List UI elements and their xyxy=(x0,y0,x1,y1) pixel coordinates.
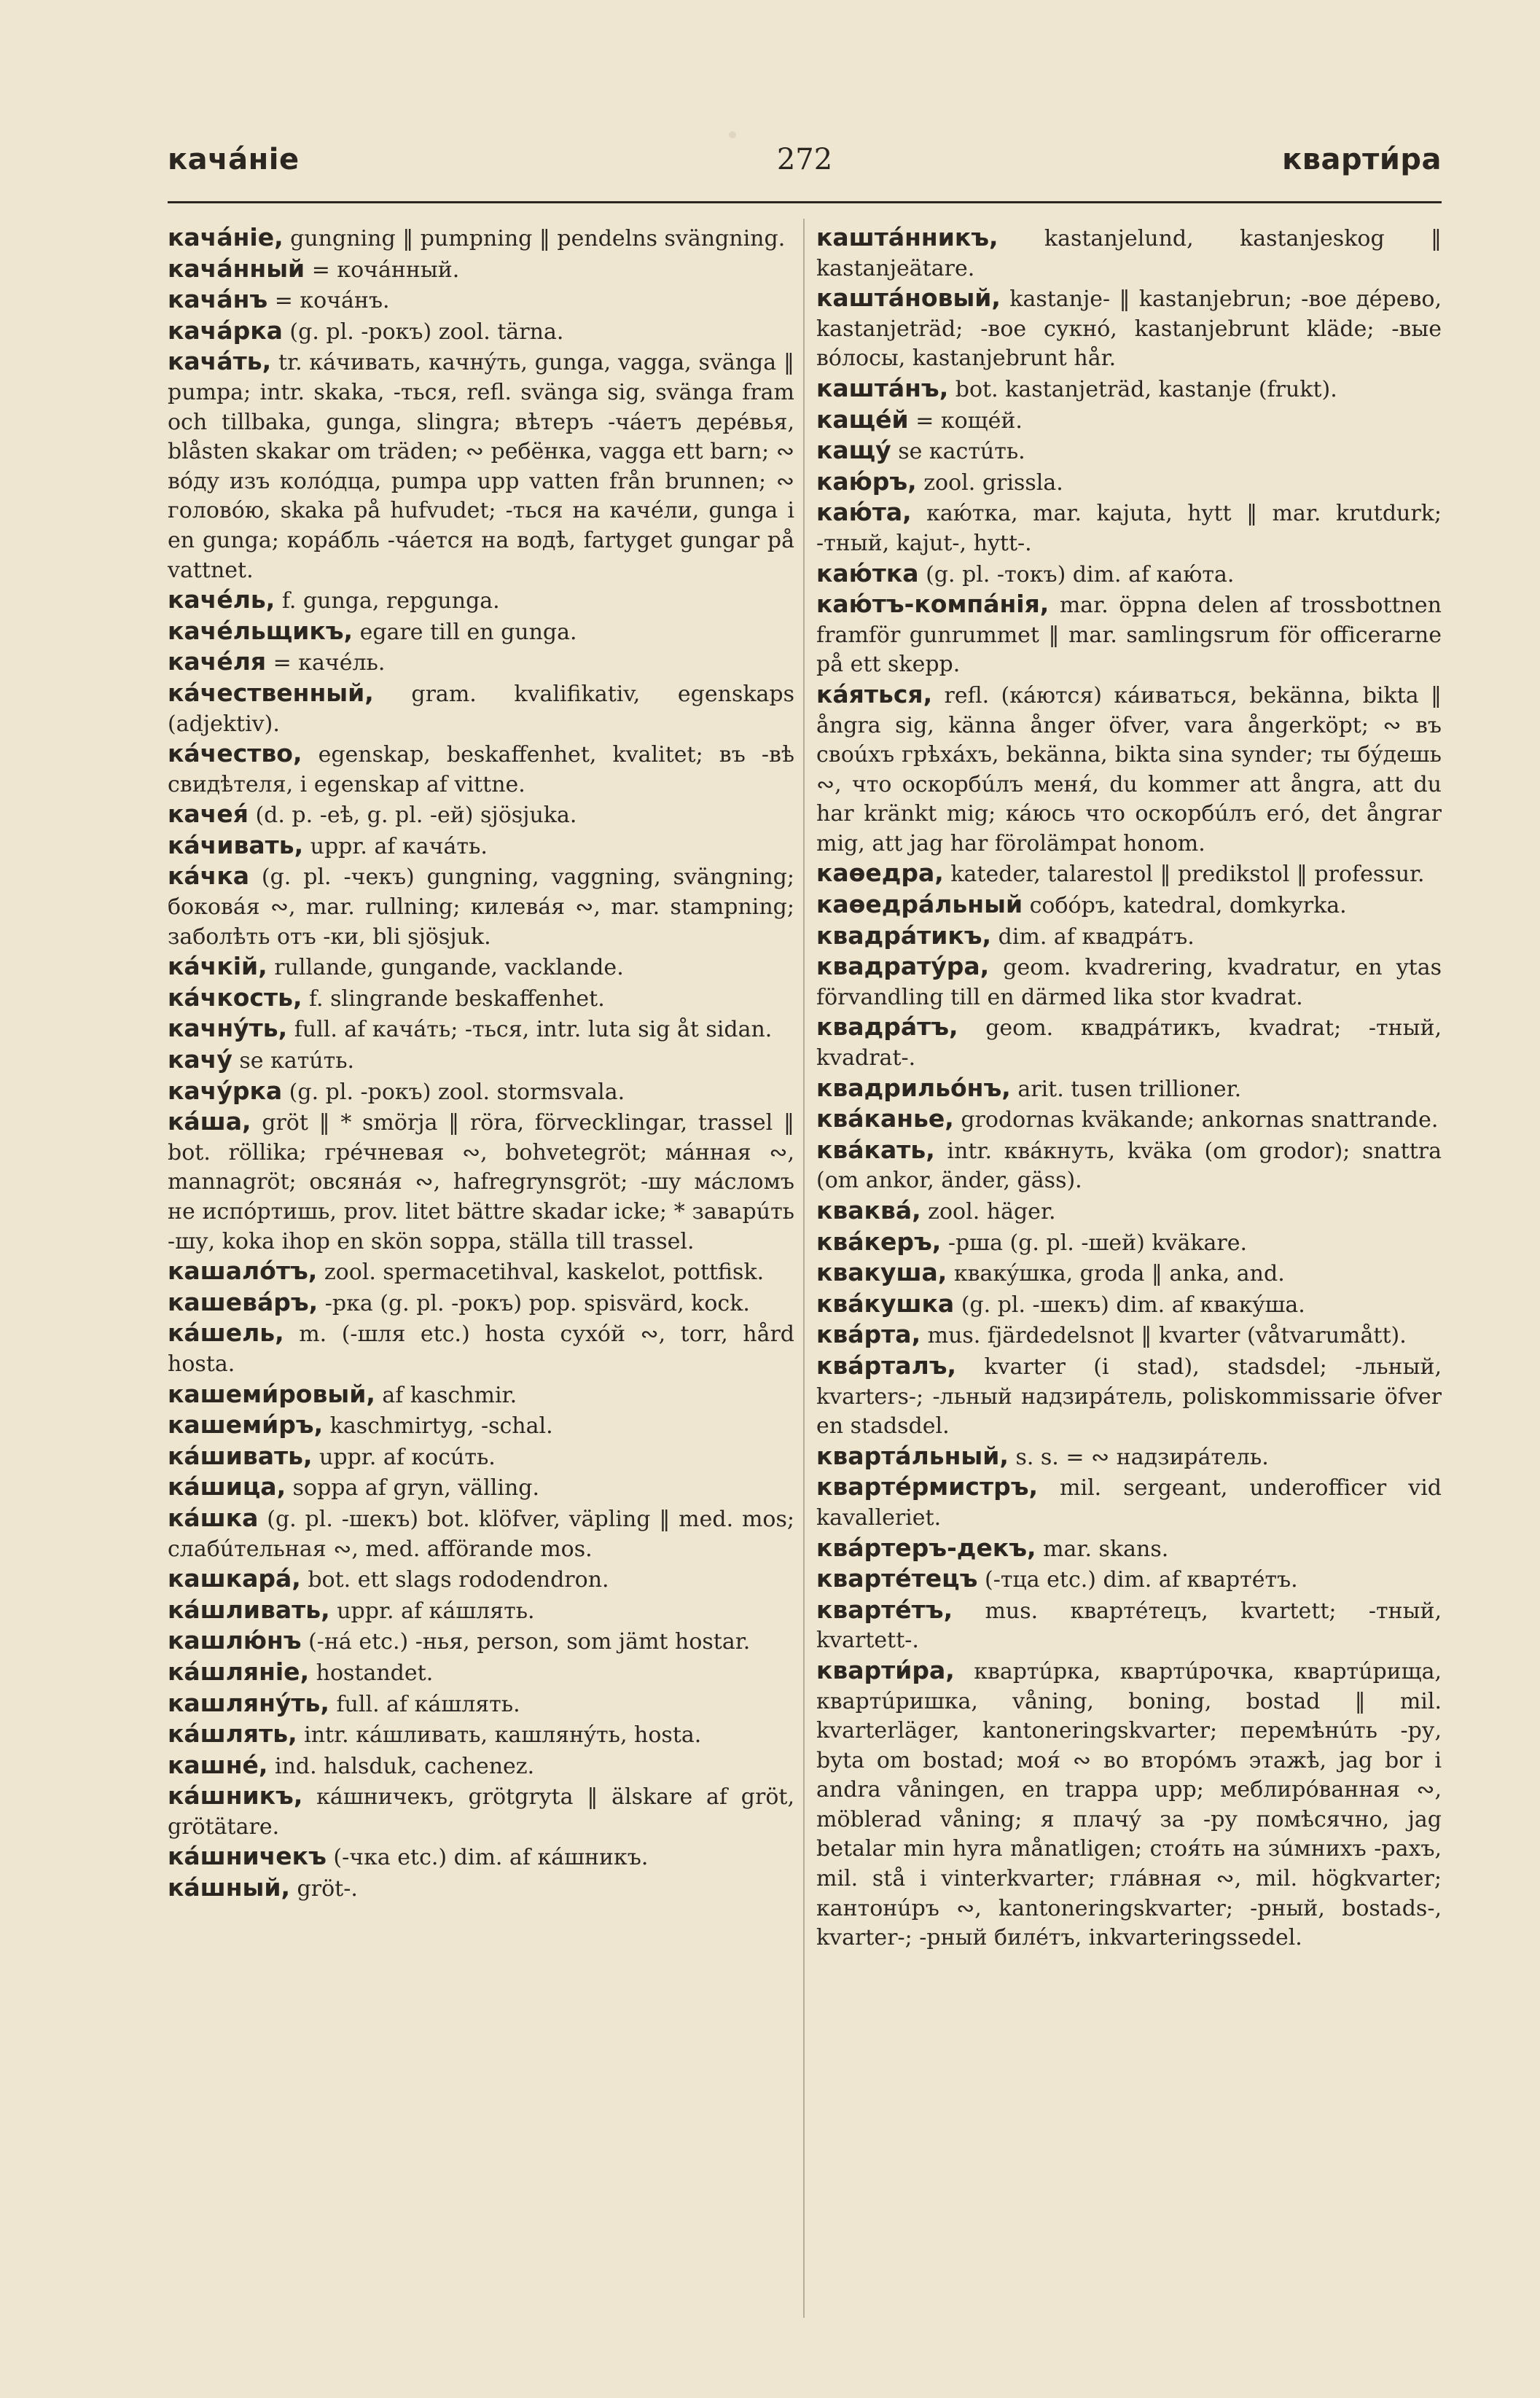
entry-definition: dim. af квадрáтъ. xyxy=(991,923,1195,950)
entry-definition: (g. pl. -токъ) dim. af каю́та. xyxy=(918,561,1235,587)
entry-definition: kaschmirtyg, -schal. xyxy=(323,1413,553,1440)
entry-definition: квакýшка, groda ‖ anka, and. xyxy=(947,1261,1285,1287)
entry-headword: кащу́ xyxy=(816,436,891,465)
entry-headword: кача́рка xyxy=(168,316,283,345)
dictionary-entry xyxy=(168,647,794,679)
entry-definition: egare till en gunga. xyxy=(353,619,577,645)
dictionary-entry xyxy=(816,890,1442,921)
entry-definition: hostandet. xyxy=(309,1660,434,1686)
entry-definition: = кощéй. xyxy=(908,407,1023,434)
entry-definition: soppa af gryn, välling. xyxy=(286,1475,540,1501)
entry-headword: квадра́тъ, xyxy=(816,1012,958,1042)
entry-headword: ква́рталъ, xyxy=(816,1351,957,1380)
entry-definition: intr. кáшливать, кашлянýть, hosta. xyxy=(297,1722,702,1749)
dictionary-entry xyxy=(816,1351,1442,1442)
dictionary-entry xyxy=(816,1196,1442,1227)
entry-headword: ка́шляніе, xyxy=(168,1657,310,1686)
entry-headword: кварти́ра, xyxy=(816,1655,955,1684)
entry-definition: (-нá etc.) -нья, person, som jämt hostar. xyxy=(301,1629,751,1655)
entry-headword: квартéрмистръ, xyxy=(816,1472,1039,1501)
entry-definition: (g. pl. -рокъ) zool. stormsvala. xyxy=(282,1079,625,1105)
dictionary-entry xyxy=(168,679,794,739)
entry-headword: ква́керъ, xyxy=(816,1227,942,1256)
entry-definition: se кастúть. xyxy=(891,439,1025,465)
entry-definition: mar. skans. xyxy=(1036,1536,1169,1562)
entry-headword: квадра́тикъ, xyxy=(816,921,992,950)
entry-definition: uppr. af качáть. xyxy=(303,833,488,859)
entry-definition: собóръ, katedral, domkyrka. xyxy=(1023,893,1347,919)
entry-definition: full. af качáть; -ться, intr. luta sig åt sidan. xyxy=(287,1017,773,1043)
entry-headword: кача́ніе, xyxy=(168,223,284,251)
entry-headword: каю́тъ-компа́нія, xyxy=(816,590,1050,619)
dictionary-entry xyxy=(168,1873,794,1905)
dictionary-entry xyxy=(816,1320,1442,1351)
dictionary-entry xyxy=(816,1534,1442,1565)
entry-headword: кашлю́нъ xyxy=(168,1626,302,1655)
entry-headword: качну́ть, xyxy=(168,1014,288,1043)
dictionary-entry xyxy=(168,983,794,1015)
dictionary-entry xyxy=(816,1258,1442,1289)
dictionary-entry xyxy=(816,1472,1442,1533)
dictionary-entry xyxy=(816,590,1442,680)
dictionary-entry xyxy=(168,952,794,983)
entry-definition: geom. kvadrering, kvadratur, en ytas förvandling till en därmed lika stor kvadrat. xyxy=(816,955,1442,1010)
entry-definition: bot. ett slags rododendron. xyxy=(300,1567,609,1593)
dictionary-entry xyxy=(168,1288,794,1319)
dictionary-entry xyxy=(168,347,794,585)
entry-definition: kateder, talarestol ‖ predikstol ‖ professur. xyxy=(943,862,1425,888)
dictionary-entry xyxy=(168,1380,794,1411)
entry-headword: ква́рта, xyxy=(816,1320,921,1349)
entry-definition: kastanjelund, kastanjeskog ‖ kastanjeätare. xyxy=(816,226,1442,281)
entry-headword: кащéй xyxy=(816,405,909,434)
entry-headword: кварта́льный, xyxy=(816,1441,1009,1470)
dictionary-entry xyxy=(168,585,794,617)
dictionary-entry xyxy=(168,1564,794,1596)
entry-headword: каче́льщикъ, xyxy=(168,616,353,645)
entry-definition: квартúрка, квартúрочка, квартúрища, квартúришка, våning, boning, bostad ‖ mil. kvarterläger, kantoneringskvarter; перемѣнúть -ру, byta om bostad; моя́ ∾ во вторóмъ этажѣ, jag bor i andra våningen, en trappa upp; меблирóванная ∾, möblerad våning; я плачý за -ру помѣсячно, jag betalar min hyra månatligen; стоя́ть на зúмнихъ -рахъ, mil. stå i vinterkvarter; глáвная ∾, mil. högkvarter; кантонúръ ∾, kantoneringskvarter; -рный, bostads-, kvarter-; -рный билéтъ, inkvarteringssedel. xyxy=(816,1658,1442,1951)
entry-headword: кача́нъ xyxy=(168,285,268,314)
entry-headword: ка́шникъ, xyxy=(168,1781,303,1811)
entry-headword: ка́шица, xyxy=(168,1472,286,1501)
entry-headword: каю́та, xyxy=(816,498,912,527)
entry-definition: gröt ‖ * smörja ‖ röra, förvecklingar, trassel ‖ bot. röllika; грéчневая ∾, bohvetegröt; мáнная ∾, mannagröt; овсянáя ∾, hafregrynsgröt; -шу мáсломъ не испóртишь, prov. litet bättre skadar icke; * заварúть -шу, koka ihop en skön soppa, ställa till trassel. xyxy=(168,1110,794,1254)
entry-definition: ind. halsduk, cachenez. xyxy=(267,1753,535,1779)
dictionary-entry xyxy=(816,921,1442,953)
entry-headword: ква́кушка xyxy=(816,1289,955,1318)
dictionary-entry xyxy=(816,405,1442,437)
dictionary-entry xyxy=(816,1074,1442,1105)
entry-headword: ка́чественный, xyxy=(168,678,374,707)
entry-headword: кашта́новый, xyxy=(816,284,1001,313)
dictionary-entry xyxy=(816,559,1442,590)
entry-headword: качу́рка xyxy=(168,1076,283,1105)
dictionary-entry xyxy=(168,1410,794,1442)
entry-headword: ка́чество, xyxy=(168,739,302,768)
dictionary-entry xyxy=(168,1319,794,1379)
entry-headword: квадрильо́нъ, xyxy=(816,1073,1011,1102)
dictionary-entry xyxy=(816,284,1442,374)
entry-definition: (g. pl. -рокъ) zool. tärna. xyxy=(282,319,564,345)
dictionary-entry xyxy=(816,223,1442,284)
dictionary-entry xyxy=(816,1012,1442,1073)
dictionary-entry xyxy=(816,436,1442,467)
entry-headword: кашеми́ръ, xyxy=(168,1410,324,1440)
entry-definition: arit. tusen trillioner. xyxy=(1010,1076,1242,1102)
dictionary-entry xyxy=(168,1596,794,1627)
dictionary-entry xyxy=(168,739,794,800)
dictionary-entry xyxy=(168,1504,794,1564)
entry-headword: ка́чкій, xyxy=(168,952,267,981)
entry-headword: ка́шничекъ xyxy=(168,1842,327,1871)
dictionary-entry xyxy=(168,1751,794,1782)
dictionary-entry xyxy=(168,1842,794,1873)
left-guide-word: кача́ніе xyxy=(168,143,300,176)
entry-definition: = качéль. xyxy=(266,650,386,676)
entry-definition: (d. p. -eѣ, g. pl. -ей) sjösjuka. xyxy=(248,802,577,829)
page-header xyxy=(168,143,1442,194)
entry-definition: zool. grissla. xyxy=(916,469,1063,496)
entry-headword: квакуша, xyxy=(816,1258,947,1287)
entry-headword: ка́чивать, xyxy=(168,830,304,859)
entry-definition: каю́тка, mar. kajuta, hytt ‖ mar. krutdurk; -тный, kajut-, hytt-. xyxy=(816,501,1442,556)
entry-definition: = кочáнъ. xyxy=(267,288,390,314)
entry-headword: ка́яться, xyxy=(816,679,933,708)
entry-definition: (g. pl. -чекъ) gungning, vaggning, svängning; боковáя ∾, mar. rullning; килевáя ∾, mar. stampning; заболѣть отъ -ки, bli sjösjuk. xyxy=(168,864,794,950)
entry-headword: кваква́, xyxy=(816,1196,921,1225)
dictionary-entry xyxy=(168,285,794,316)
entry-headword: каѳедра, xyxy=(816,859,944,888)
dictionary-entry xyxy=(168,1657,794,1689)
dictionary-entry xyxy=(816,1289,1442,1321)
entry-headword: кашне́, xyxy=(168,1750,268,1779)
entry-definition: = кочáнный. xyxy=(305,257,460,283)
entry-definition: egenskap, beskaffenhet, kvalitet; въ -вѣ свидѣтеля, i egenskap af vittne. xyxy=(168,742,794,797)
entry-definition: uppr. af косúть. xyxy=(312,1444,496,1470)
dictionary-entry xyxy=(816,1656,1442,1953)
entry-definition: kvarter (i stad), stadsdel; -льный, kvarters-; -льный надзирáтель, poliskommissarie öfver en stadsdel. xyxy=(816,1354,1442,1440)
entry-definition: mus. fjärdedelsnot ‖ kvarter (våtvarumått). xyxy=(921,1323,1407,1349)
dictionary-entry xyxy=(168,1472,794,1504)
entry-headword: ква́кать, xyxy=(816,1135,935,1164)
entry-definition: tr. кáчивать, качнýть, gunga, vagga, svänga ‖ pumpa; intr. skaka, -ться, refl. svänga sig, svänga fram och tillbaka, gunga, slingra; вѣтеръ -чáетъ дерéвья, blåsten skakar om träden; ∾ ребёнка, vagga ett barn; ∾ вóду изъ колóдца, pumpa upp vatten från brunnen; ∾ головóю, skaka på hufvudet; -ться на качéли, gunga i en gunga; корáбль -чáется на водѣ, fartyget gungar på vattnet. xyxy=(168,350,794,583)
dictionary-entry xyxy=(168,223,794,254)
dictionary-entry xyxy=(168,617,794,648)
right-column xyxy=(816,223,1442,1953)
dictionary-entry xyxy=(168,1626,794,1657)
entry-headword: каѳедра́льный xyxy=(816,890,1023,919)
entry-headword: кашева́ръ, xyxy=(168,1287,318,1316)
entry-headword: кашкара́, xyxy=(168,1564,301,1593)
dictionary-entry xyxy=(816,1104,1442,1136)
dictionary-entry xyxy=(816,498,1442,558)
entry-headword: квадрату́ра, xyxy=(816,952,990,981)
entry-definition: f. slingrande beskaffenhet. xyxy=(302,985,605,1012)
dictionary-entry xyxy=(168,1781,794,1842)
entry-definition: af kaschmir. xyxy=(375,1382,517,1408)
entry-definition: grodornas kväkande; ankornas snattrande. xyxy=(953,1107,1439,1133)
entry-definition: bot. kastanjeträd, kastanje (frukt). xyxy=(948,376,1337,402)
dictionary-entry xyxy=(168,1014,794,1045)
dictionary-entry xyxy=(168,316,794,348)
entry-definition: zool. häger. xyxy=(921,1199,1056,1225)
entry-definition: (-тца etc.) dim. af квартéтъ. xyxy=(977,1567,1298,1593)
entry-definition: f. gunga, repgunga. xyxy=(275,588,500,614)
entry-definition: mil. sergeant, underofficer vid kavalleriet. xyxy=(816,1475,1442,1531)
entry-headword: каю́тка xyxy=(816,558,919,587)
entry-headword: ка́шный, xyxy=(168,1873,291,1902)
dictionary-entry xyxy=(816,1227,1442,1259)
entry-headword: кача́нный xyxy=(168,254,305,283)
entry-definition: gröt-. xyxy=(290,1876,358,1902)
entry-headword: каче́ля xyxy=(168,647,267,676)
entry-headword: ква́канье, xyxy=(816,1104,954,1133)
dictionary-entry xyxy=(168,1107,794,1257)
entry-headword: каю́ръ, xyxy=(816,466,917,496)
dictionary-entry xyxy=(816,1596,1442,1656)
dictionary-entry xyxy=(816,1442,1442,1473)
entry-definition: refl. (кáются) кáиваться, bekänna, bikta ‖ ångra sig, känna ånger öfver, vara ångerköpt; ∾ въ своúхъ грѣхáхъ, bekänna, bikta sina synder; ты бýдешь ∾, что оскорбúлъ меня́, du kommer att ångra, att du har kränkt mig; ка́юсь что оскорбúлъ егó, det ångrar mig, att jag har förolämpat honom. xyxy=(816,682,1442,856)
dictionary-entry xyxy=(816,374,1442,405)
dictionary-entry xyxy=(168,1257,794,1288)
entry-headword: ка́чкость, xyxy=(168,983,302,1012)
entry-headword: кача́ть, xyxy=(168,347,272,376)
entry-definition: se катúть. xyxy=(232,1048,355,1074)
dictionary-entry xyxy=(816,467,1442,499)
entry-headword: качея́ xyxy=(168,800,249,829)
paper-spot xyxy=(729,131,736,138)
entry-definition: кáшничекъ, grötgryta ‖ älskare af gröt, grötätare. xyxy=(168,1784,794,1840)
dictionary-entry xyxy=(816,680,1442,859)
entry-definition: mar. öppna delen af trossbottnen framför gunrummet ‖ mar. samlingsrum för officerarne på ett skepp. xyxy=(816,593,1442,678)
entry-headword: кашеми́ровый, xyxy=(168,1379,375,1408)
column-divider xyxy=(803,219,805,2318)
entry-definition: intr. квáкнуть, kväka (om grodor); snattra (om ankor, änder, gäss). xyxy=(816,1138,1442,1194)
entry-headword: кашало́тъ, xyxy=(168,1257,318,1286)
dictionary-entry xyxy=(816,1564,1442,1596)
entry-definition: gram. kvalifikativ, egenskaps (adjektiv). xyxy=(168,681,794,737)
header-rule xyxy=(168,201,1442,203)
entry-definition: gungning ‖ pumpning ‖ pendelns svängning. xyxy=(283,226,786,251)
entry-definition: (g. pl. -шекъ) dim. af квакýша. xyxy=(954,1292,1305,1318)
entry-definition: mus. квартéтецъ, kvartett; -тный, kvartett-. xyxy=(816,1598,1442,1654)
entry-headword: квартéтецъ xyxy=(816,1564,978,1593)
entry-headword: ка́шка xyxy=(168,1503,259,1532)
dictionary-entry xyxy=(168,1719,794,1751)
dictionary-entry xyxy=(168,1045,794,1077)
entry-headword: кашляну́ть, xyxy=(168,1688,329,1717)
entry-definition: -рка (g. pl. -рокъ) pop. spisvärd, kock. xyxy=(318,1290,750,1316)
entry-definition: (-чка etc.) dim. af кáшникъ. xyxy=(326,1845,649,1871)
dictionary-entry xyxy=(816,952,1442,1012)
right-guide-word: кварти́ра xyxy=(1282,143,1442,176)
dictionary-entry xyxy=(168,254,794,286)
dictionary-entry xyxy=(168,1689,794,1720)
entry-definition: rullande, gungande, vacklande. xyxy=(267,955,624,981)
entry-definition: geom. квадрáтикъ, kvadrat; -тный, kvadrat-. xyxy=(816,1015,1442,1071)
dictionary-entry xyxy=(168,862,794,952)
entry-definition: (g. pl. -шекъ) bot. klöfver, väpling ‖ med. mos; слабúтельная ∾, med. afförande mos. xyxy=(168,1506,794,1562)
dictionary-entry xyxy=(816,859,1442,890)
left-column xyxy=(168,223,794,1905)
entry-headword: ка́шливать, xyxy=(168,1595,330,1624)
entry-definition: uppr. af кáшлять. xyxy=(329,1598,535,1624)
entry-definition: zool. spermacetihval, kaskelot, pottfisk. xyxy=(317,1259,765,1286)
entry-headword: ква́ртеръ-декъ, xyxy=(816,1533,1036,1562)
entry-headword: квартéтъ, xyxy=(816,1595,953,1624)
entry-headword: кашта́нникъ, xyxy=(816,223,998,251)
dictionary-entry xyxy=(168,800,794,831)
dictionary-entry xyxy=(168,831,794,862)
entry-headword: кашта́нъ, xyxy=(816,373,949,402)
entry-definition: kastanje- ‖ kastanjebrun; -вое дéрево, kastanjeträd; -вое сукнó, kastanjebrunt kläde; -вые вóлосы, kastanjebrunt hår. xyxy=(816,286,1442,372)
entry-headword: качу́ xyxy=(168,1045,232,1074)
dictionary-entry xyxy=(168,1077,794,1108)
entry-headword: ка́шель, xyxy=(168,1319,284,1348)
page-number: 272 xyxy=(776,143,833,176)
entry-headword: ка́чка xyxy=(168,862,249,891)
entry-headword: каче́ль, xyxy=(168,585,275,614)
dictionary-entry xyxy=(168,1442,794,1473)
entry-definition: m. (-шля etc.) hosta сухóй ∾, torr, hård hosta. xyxy=(168,1321,794,1377)
entry-headword: ка́ша, xyxy=(168,1107,251,1136)
entry-headword: ка́шивать, xyxy=(168,1441,313,1470)
entry-definition: full. af кáшлять. xyxy=(329,1691,520,1717)
entry-definition: s. s. = ∾ надзирáтель. xyxy=(1008,1444,1269,1470)
dictionary-entry xyxy=(816,1136,1442,1196)
entry-definition: -рша (g. pl. -шей) kväkare. xyxy=(941,1230,1248,1256)
entry-headword: ка́шлять, xyxy=(168,1719,297,1749)
